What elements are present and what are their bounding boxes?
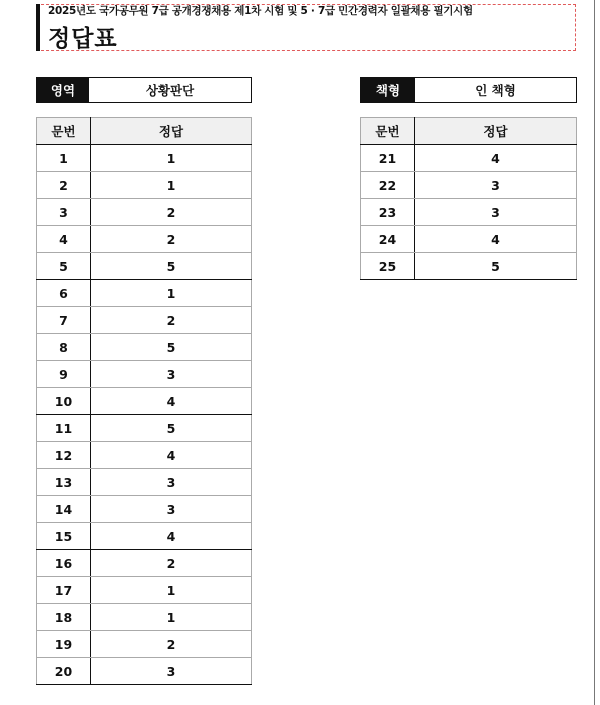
- answer-row: [37, 307, 252, 334]
- header-accent-bar: [36, 4, 40, 51]
- answer-value: 5: [91, 253, 252, 280]
- answer-table-left: [36, 117, 252, 685]
- answer-row: [37, 253, 252, 280]
- answer-row: [37, 550, 252, 577]
- answer-value: 3: [415, 172, 577, 199]
- answer-row: [37, 388, 252, 415]
- answer-value: 4: [415, 226, 577, 253]
- booklet-box: [360, 77, 577, 103]
- question-number: 8: [37, 334, 91, 361]
- answer-value: 3: [91, 496, 252, 523]
- header-number: 문번: [37, 118, 91, 145]
- question-number: 23: [361, 199, 415, 226]
- answer-value: 2: [91, 199, 252, 226]
- question-number: 3: [37, 199, 91, 226]
- answer-row: [37, 631, 252, 658]
- question-number: 9: [37, 361, 91, 388]
- answer-row: [37, 469, 252, 496]
- page-edge: [594, 0, 595, 705]
- question-number: 16: [37, 550, 91, 577]
- booklet-label: 책형: [361, 78, 415, 102]
- subject-label: 영역: [37, 78, 89, 102]
- question-number: 14: [37, 496, 91, 523]
- answer-value: 4: [91, 388, 252, 415]
- answer-row: [361, 145, 577, 172]
- question-number: 6: [37, 280, 91, 307]
- question-number: 25: [361, 253, 415, 280]
- subject-box: [36, 77, 252, 103]
- answer-value: 2: [91, 307, 252, 334]
- question-number: 17: [37, 577, 91, 604]
- answer-value: 1: [91, 604, 252, 631]
- answer-value: 4: [415, 145, 577, 172]
- answer-row: [37, 334, 252, 361]
- question-number: 13: [37, 469, 91, 496]
- answer-value: 1: [91, 172, 252, 199]
- answer-row: [361, 226, 577, 253]
- question-number: 22: [361, 172, 415, 199]
- question-number: 1: [37, 145, 91, 172]
- question-number: 24: [361, 226, 415, 253]
- question-number: 21: [361, 145, 415, 172]
- answer-row: [37, 442, 252, 469]
- header-answer: 정답: [91, 118, 252, 145]
- answer-value: 1: [91, 577, 252, 604]
- question-number: 18: [37, 604, 91, 631]
- answer-value: 2: [91, 550, 252, 577]
- answer-row: [37, 658, 252, 685]
- answer-row: [361, 253, 577, 280]
- question-number: 2: [37, 172, 91, 199]
- question-number: 12: [37, 442, 91, 469]
- answer-row: [37, 577, 252, 604]
- question-number: 15: [37, 523, 91, 550]
- answer-value: 5: [91, 334, 252, 361]
- answer-value: 3: [415, 199, 577, 226]
- answer-row: [37, 226, 252, 253]
- answer-value: 3: [91, 658, 252, 685]
- booklet-value: 인 책형: [475, 83, 516, 98]
- answer-row: [361, 172, 577, 199]
- question-number: 10: [37, 388, 91, 415]
- question-number: 4: [37, 226, 91, 253]
- answer-value: 3: [91, 469, 252, 496]
- question-number: 7: [37, 307, 91, 334]
- question-number: 20: [37, 658, 91, 685]
- answer-value: 2: [91, 226, 252, 253]
- answer-value: 4: [91, 442, 252, 469]
- answer-value: 2: [91, 631, 252, 658]
- header-answer: 정답: [415, 118, 577, 145]
- page-title: 정답표: [48, 26, 118, 52]
- question-number: 5: [37, 253, 91, 280]
- answer-value: 4: [91, 523, 252, 550]
- answer-value: 3: [91, 361, 252, 388]
- answer-value: 1: [91, 280, 252, 307]
- answer-table-right: [360, 117, 577, 280]
- answer-row: [37, 415, 252, 442]
- answer-row: [37, 496, 252, 523]
- header-number: 문번: [361, 118, 415, 145]
- exam-subtitle: 2025년도 국가공무원 7급 공개경쟁채용 제1차 시험 및 5 · 7급 민간경력자 일괄채용 필기시험: [48, 5, 473, 17]
- answer-value: 5: [91, 415, 252, 442]
- answer-row: [37, 604, 252, 631]
- answer-value: 1: [91, 145, 252, 172]
- answer-value: 5: [415, 253, 577, 280]
- subject-value: 상황판단: [145, 83, 195, 98]
- answer-row: [37, 145, 252, 172]
- answer-row: [37, 523, 252, 550]
- question-number: 11: [37, 415, 91, 442]
- answer-row: [37, 199, 252, 226]
- answer-row: [37, 280, 252, 307]
- answer-row: [37, 172, 252, 199]
- answer-row: [361, 199, 577, 226]
- answer-row: [37, 361, 252, 388]
- question-number: 19: [37, 631, 91, 658]
